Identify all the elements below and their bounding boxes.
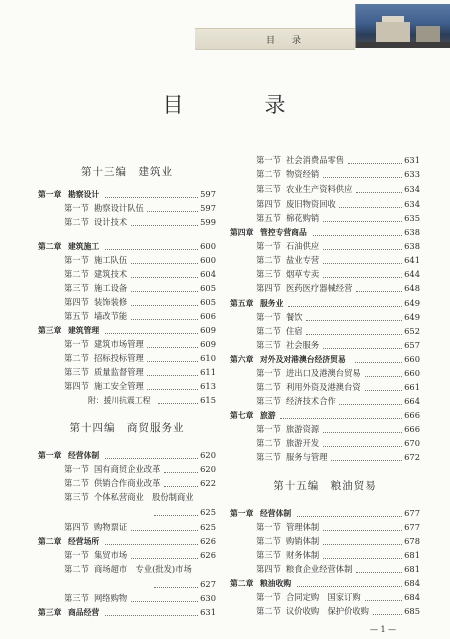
toc-section-entry[interactable] <box>230 563 420 576</box>
entry-title: 购销体制 <box>286 536 320 546</box>
page-ref: 684 <box>404 592 420 602</box>
entry-title: 建筑技术 <box>94 269 128 279</box>
chapter-label: 第三章 <box>38 608 62 617</box>
chapter-label: 第一章 <box>230 509 254 518</box>
dot-leader <box>355 362 402 363</box>
page-ref: 677 <box>404 508 420 518</box>
entry-title: 建筑管理 <box>68 326 100 335</box>
toc-section-entry[interactable] <box>230 154 420 167</box>
toc-section-entry[interactable] <box>230 381 420 394</box>
toc-chapter-entry[interactable] <box>230 226 420 239</box>
entry-title: 集贸市场 <box>94 550 128 560</box>
page-ref: 638 <box>404 227 420 237</box>
dot-leader <box>158 403 198 404</box>
chapter-label: 第一章 <box>38 451 62 460</box>
section-label: 第一节 <box>256 592 281 602</box>
toc-section-entry[interactable] <box>38 254 216 267</box>
toc-section-entry[interactable] <box>230 423 420 436</box>
toc-section-entry[interactable] <box>38 282 216 295</box>
section-label: 第一节 <box>64 464 89 474</box>
toc-section-entry[interactable] <box>230 591 420 604</box>
page-ref: 606 <box>200 311 216 321</box>
entry-title: 建筑市场管理 <box>94 339 144 349</box>
page-ref: 610 <box>200 353 216 363</box>
dot-leader <box>348 163 402 164</box>
section-label: 第一节 <box>64 550 89 560</box>
toc-chapter-entry[interactable] <box>38 240 216 253</box>
section-label: 第三节 <box>256 269 281 279</box>
section-label: 第一节 <box>256 312 281 322</box>
section-label: 第一节 <box>256 155 281 165</box>
section-label: 第四节 <box>64 381 89 391</box>
entry-title: 施工设备 <box>94 283 128 293</box>
toc-section-entry[interactable] <box>38 563 216 576</box>
dot-leader <box>105 615 198 616</box>
entry-title: 经营体制 <box>260 509 292 518</box>
section-label: 第一节 <box>256 241 281 251</box>
entry-title: 个体私营商业 股份制商业 <box>94 492 194 502</box>
section-label: 第二节 <box>256 606 281 616</box>
toc-section-entry[interactable] <box>230 282 420 295</box>
page-ref: 625 <box>200 507 216 517</box>
entry-title: 社会服务 <box>286 340 320 350</box>
dot-leader <box>323 348 402 349</box>
entry-title: 服务业 <box>260 299 284 308</box>
toc-section-entry[interactable] <box>230 535 420 548</box>
toc-chapter-entry[interactable] <box>38 188 216 201</box>
entry-title: 对外及对港澳台经济贸易 <box>260 355 346 364</box>
toc-section-entry[interactable] <box>230 268 420 281</box>
toc-section-entry[interactable] <box>230 395 420 408</box>
dot-leader <box>131 225 198 226</box>
toc-section-entry[interactable] <box>38 352 216 365</box>
dot-leader <box>323 277 402 278</box>
toc-chapter-entry[interactable] <box>230 297 420 310</box>
entry-title: 旅游 <box>260 411 276 420</box>
toc-section-entry[interactable] <box>230 605 420 618</box>
entry-title: 管控专营商品 <box>260 228 307 237</box>
page-ref: 638 <box>404 241 420 251</box>
page-ref: 597 <box>200 203 216 213</box>
entry-title: 施工安全管理 <box>94 381 144 391</box>
header-building-photo <box>355 4 450 48</box>
dot-leader <box>323 177 402 178</box>
section-label: 第三节 <box>64 283 89 293</box>
dot-leader <box>131 263 198 264</box>
entry-title: 经营体制 <box>68 451 100 460</box>
entry-title: 供销合作商业改革 <box>94 478 161 488</box>
dot-leader <box>331 460 402 461</box>
toc-chapter-entry[interactable] <box>38 449 216 462</box>
section-label: 第二节 <box>256 438 281 448</box>
toc-section-entry[interactable] <box>230 339 420 352</box>
section-label: 第三节 <box>256 184 281 194</box>
entry-title: 社会消费品零售 <box>286 155 345 165</box>
dot-leader <box>131 601 198 602</box>
section-label: 第四节 <box>256 283 281 293</box>
chapter-label: 第六章 <box>230 355 254 364</box>
entry-title: 服务与管理 <box>286 452 328 462</box>
toc-section-entry[interactable] <box>38 202 216 215</box>
dot-leader <box>323 530 402 531</box>
section-label: 第二节 <box>64 217 89 227</box>
entry-title: 石油供应 <box>286 241 320 251</box>
section-label: 第三节 <box>256 396 281 406</box>
dot-leader <box>297 516 402 517</box>
section-label: 第二节 <box>256 326 281 336</box>
dot-leader <box>356 291 402 292</box>
page-ref: 661 <box>404 382 420 392</box>
dot-leader <box>356 192 402 193</box>
dot-leader <box>356 572 402 573</box>
dot-leader <box>147 375 198 376</box>
section-label: 第四节 <box>64 297 89 307</box>
page-ref: 600 <box>200 255 216 265</box>
dot-leader <box>339 404 402 405</box>
page-ref: 609 <box>200 339 216 349</box>
section-label: 第四节 <box>256 199 281 209</box>
section-label: 第二节 <box>64 564 89 574</box>
page-ref: 664 <box>404 396 420 406</box>
toc-section-entry[interactable] <box>38 338 216 351</box>
dot-leader <box>105 249 198 250</box>
section-label: 第三节 <box>64 492 89 502</box>
entry-title: 国有商贸企业改革 <box>94 464 161 474</box>
page-ref: 635 <box>404 213 420 223</box>
dot-leader <box>164 486 198 487</box>
toc-section-entry[interactable] <box>230 437 420 450</box>
toc-section-entry[interactable] <box>230 549 420 562</box>
dot-leader <box>147 389 198 390</box>
entry-title: 商品经营 <box>68 608 100 617</box>
section-label: 第二节 <box>64 269 89 279</box>
entry-title: 医药医疗器械经营 <box>286 283 353 293</box>
dot-leader <box>323 432 402 433</box>
chapter-label: 第七章 <box>230 411 254 420</box>
section-label: 第一节 <box>64 255 89 265</box>
section-label: 第一节 <box>256 368 281 378</box>
section-label: 第三节 <box>256 340 281 350</box>
page-ref: 627 <box>200 579 216 589</box>
toc-section-entry[interactable] <box>38 268 216 281</box>
page-ref: 684 <box>404 578 420 588</box>
chapter-label: 第二章 <box>38 537 62 546</box>
dot-leader <box>131 277 198 278</box>
entry-title: 附：援川抗震工程 <box>88 396 151 405</box>
dot-leader <box>131 558 198 559</box>
dot-leader <box>280 418 402 419</box>
page-ref: 666 <box>404 424 420 434</box>
chapter-label: 第一章 <box>38 190 62 199</box>
page-ref: 641 <box>404 255 420 265</box>
section-label: 第四节 <box>64 522 89 532</box>
entry-title: 勘察设计 <box>68 190 100 199</box>
section-label: 第二节 <box>256 169 281 179</box>
toc-section-entry[interactable] <box>38 549 216 562</box>
page-ref: 609 <box>200 325 216 335</box>
page-ref: 670 <box>404 438 420 448</box>
dot-leader <box>131 305 198 306</box>
dot-leader <box>365 390 402 391</box>
toc-section-entry[interactable] <box>230 325 420 338</box>
page-ref: 652 <box>404 326 420 336</box>
toc-chapter-entry[interactable] <box>38 324 216 337</box>
page-ref: 678 <box>404 536 420 546</box>
section-label: 第二节 <box>256 382 281 392</box>
entry-title: 旅游开发 <box>286 438 320 448</box>
dot-leader <box>365 600 402 601</box>
entry-title: 棉花购销 <box>286 213 320 223</box>
page-ref: 681 <box>404 564 420 574</box>
page-ref: 622 <box>200 478 216 488</box>
toc-section-entry[interactable] <box>230 254 420 267</box>
page-ref: 604 <box>200 269 216 279</box>
page-ref: 677 <box>404 522 420 532</box>
entry-title: 管理体制 <box>286 522 320 532</box>
entry-title: 墙改节能 <box>94 311 128 321</box>
toc-section-entry[interactable] <box>38 463 216 476</box>
page-ref: 605 <box>200 283 216 293</box>
entry-title: 招标投标管理 <box>94 353 144 363</box>
page-ref: 660 <box>404 354 420 364</box>
dot-leader <box>105 333 198 334</box>
toc-chapter-entry[interactable] <box>230 507 420 520</box>
toc-section-entry[interactable] <box>38 477 216 490</box>
entry-title: 议价收购 保护价收购 <box>286 606 369 616</box>
page-ref: 600 <box>200 241 216 251</box>
section-label: 第二节 <box>64 478 89 488</box>
page-ref: 615 <box>200 395 216 405</box>
toc-section-entry[interactable] <box>38 216 216 229</box>
entry-title: 烟草专卖 <box>286 269 320 279</box>
toc-section-entry[interactable] <box>230 198 420 211</box>
entry-title: 盐业专营 <box>286 255 320 265</box>
page-ref: 685 <box>404 606 420 616</box>
entry-title: 施工队伍 <box>94 255 128 265</box>
toc-chapter-entry[interactable] <box>230 353 420 366</box>
toc-section-entry[interactable] <box>38 310 216 323</box>
chapter-label: 第二章 <box>230 579 254 588</box>
dot-leader <box>164 472 198 473</box>
page-ref: 648 <box>404 283 420 293</box>
entry-title: 经营场所 <box>68 537 100 546</box>
toc-section-entry[interactable] <box>230 183 420 196</box>
entry-title: 质量监督管理 <box>94 367 144 377</box>
toc-section-entry[interactable] <box>38 521 216 534</box>
page-ref: 666 <box>404 410 420 420</box>
page-ref: 613 <box>200 381 216 391</box>
dot-leader <box>323 263 402 264</box>
dot-leader <box>323 558 402 559</box>
section-label: 第一节 <box>64 339 89 349</box>
dot-leader <box>105 197 198 198</box>
page-ref: 631 <box>404 155 420 165</box>
toc-chapter-entry[interactable] <box>38 535 216 548</box>
page-title: 目 录 <box>162 93 316 117</box>
page-ref: 633 <box>404 169 420 179</box>
part-heading: 第十四编 商贸服务业 <box>69 422 185 434</box>
entry-title: 设计技术 <box>94 217 128 227</box>
dot-leader <box>306 334 402 335</box>
dot-leader <box>323 446 402 447</box>
section-label: 第三节 <box>64 367 89 377</box>
entry-title: 粮食企业经营体制 <box>286 564 353 574</box>
page-ref: 630 <box>200 593 216 603</box>
page-ref: 631 <box>200 607 216 617</box>
page-ref: 626 <box>200 550 216 560</box>
section-label: 第三节 <box>256 452 281 462</box>
part-heading: 第十三编 建筑业 <box>81 166 173 178</box>
dot-leader <box>147 211 198 212</box>
page-ref: 626 <box>200 536 216 546</box>
page-ref: 599 <box>200 217 216 227</box>
chapter-label: 第五章 <box>230 299 254 308</box>
entry-title: 勘察设计队伍 <box>94 203 144 213</box>
dot-leader <box>323 544 402 545</box>
entry-title: 合同定购 国家订购 <box>286 592 361 602</box>
entry-title: 利用外资及港澳台资 <box>286 382 361 392</box>
dot-leader <box>131 530 198 531</box>
section-label: 第四节 <box>256 564 281 574</box>
page-ref: 649 <box>404 312 420 322</box>
toc-section-entry[interactable] <box>38 394 216 407</box>
toc-section-entry[interactable] <box>38 296 216 309</box>
toc-section-entry[interactable] <box>230 521 420 534</box>
dot-leader <box>147 361 198 362</box>
toc-chapter-entry[interactable] <box>38 606 216 619</box>
dot-leader <box>147 347 198 348</box>
entry-title: 物资经销 <box>286 169 320 179</box>
dot-leader <box>365 376 402 377</box>
part-heading: 第十五编 粮油贸易 <box>273 480 377 492</box>
section-label: 第二节 <box>64 353 89 363</box>
entry-title: 购物票证 <box>94 522 128 532</box>
section-label: 第二节 <box>256 536 281 546</box>
dot-leader <box>154 515 198 516</box>
dot-leader <box>323 221 402 222</box>
entry-title: 旅游资源 <box>286 424 320 434</box>
entry-title: 商场超市 专业(批发)市场 <box>94 564 192 574</box>
toc-chapter-entry[interactable] <box>230 409 420 422</box>
running-header-label: 目 录 <box>266 36 306 46</box>
toc-section-entry[interactable] <box>230 367 420 380</box>
page-ref: 625 <box>200 522 216 532</box>
section-label: 第三节 <box>256 550 281 560</box>
page-ref: 649 <box>404 298 420 308</box>
section-label: 第一节 <box>256 522 281 532</box>
dot-leader <box>313 235 402 236</box>
entry-title: 农业生产资料供应 <box>286 184 353 194</box>
section-label: 第五节 <box>64 311 89 321</box>
page-ref: 634 <box>404 184 420 194</box>
dot-leader <box>105 458 198 459</box>
page-number: — 1 — <box>370 625 397 634</box>
entry-title: 进出口及港澳台贸易 <box>286 368 361 378</box>
toc-section-entry[interactable] <box>230 240 420 253</box>
entry-title: 住宿 <box>286 326 303 336</box>
dot-leader <box>288 306 402 307</box>
entry-title: 装饰装修 <box>94 297 128 307</box>
page-ref: 634 <box>404 199 420 209</box>
toc-section-entry[interactable] <box>230 168 420 181</box>
page-ref: 644 <box>404 269 420 279</box>
chapter-label: 第三章 <box>38 326 62 335</box>
page-ref: 597 <box>200 189 216 199</box>
page-ref: 681 <box>404 550 420 560</box>
section-label: 第五节 <box>256 213 281 223</box>
page-ref: 605 <box>200 297 216 307</box>
section-label: 第一节 <box>64 203 89 213</box>
entry-title: 餐饮 <box>286 312 303 322</box>
toc-chapter-entry[interactable] <box>230 577 420 590</box>
dot-leader <box>339 207 402 208</box>
entry-title: 财务体制 <box>286 550 320 560</box>
page-ref: 672 <box>404 452 420 462</box>
section-label: 第一节 <box>256 424 281 434</box>
toc-section-entry[interactable] <box>38 592 216 605</box>
dot-leader <box>373 614 402 615</box>
chapter-label: 第二章 <box>38 242 62 251</box>
entry-title: 废旧物资回收 <box>286 199 336 209</box>
dot-leader <box>154 587 198 588</box>
page-ref: 611 <box>200 367 216 377</box>
entry-title: 经济技术合作 <box>286 396 336 406</box>
page-ref: 660 <box>404 368 420 378</box>
dot-leader <box>297 586 402 587</box>
chapter-label: 第四章 <box>230 228 254 237</box>
entry-title: 粮油收购 <box>260 579 292 588</box>
toc-section-entry[interactable] <box>230 311 420 324</box>
page-ref: 620 <box>200 450 216 460</box>
toc-section-entry[interactable] <box>38 366 216 379</box>
entry-title: 建筑施工 <box>68 242 100 251</box>
entry-title: 网络购物 <box>94 593 128 603</box>
toc-section-entry[interactable] <box>38 506 216 519</box>
toc-section-entry[interactable] <box>38 578 216 591</box>
dot-leader <box>105 544 198 545</box>
dot-leader <box>323 249 402 250</box>
dot-leader <box>131 291 198 292</box>
dot-leader <box>306 320 402 321</box>
toc-section-entry[interactable] <box>230 212 420 225</box>
page-ref: 620 <box>200 464 216 474</box>
section-label: 第二节 <box>256 255 281 265</box>
dot-leader <box>131 319 198 320</box>
section-label: 第三节 <box>64 593 89 603</box>
toc-section-entry[interactable] <box>230 451 420 464</box>
toc-section-entry[interactable] <box>38 491 216 504</box>
page-ref: 657 <box>404 340 420 350</box>
toc-section-entry[interactable] <box>38 380 216 393</box>
